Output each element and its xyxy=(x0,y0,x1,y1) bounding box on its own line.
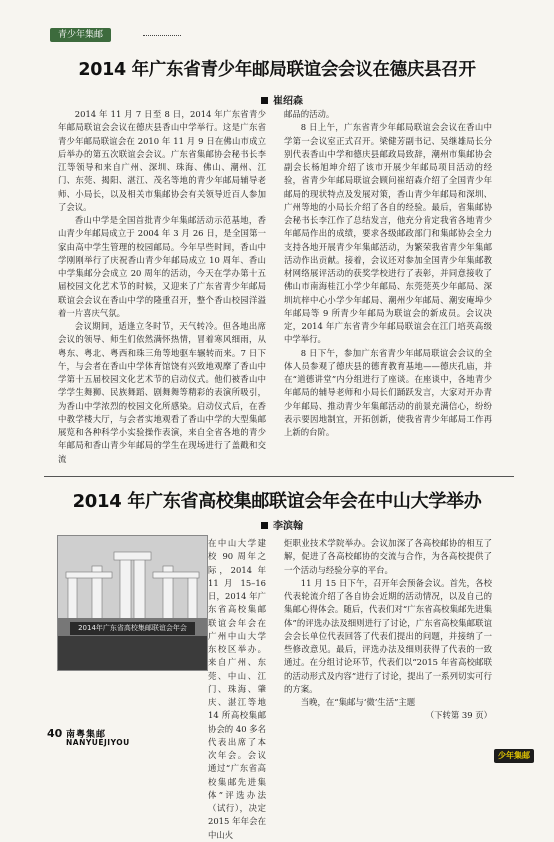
article-divider xyxy=(44,476,514,477)
magazine-name-en: NANYUEJIYOU xyxy=(66,738,130,747)
paragraph xyxy=(284,696,492,721)
page-number: 40 xyxy=(47,727,63,740)
article1-author xyxy=(261,92,303,107)
article1-title: 2014 年广东省青少年邮局联谊会会议在德庆县召开 xyxy=(78,60,476,80)
article1-column-left xyxy=(58,108,266,464)
section-tag: 青少年集邮 xyxy=(50,28,111,42)
article2-author-name: 李滨翰 xyxy=(273,521,303,532)
article1-author-name: 崔绍森 xyxy=(273,96,303,107)
corner-tag: 少年集邮 xyxy=(494,749,534,763)
paragraph: 2014 年 11 月 7 日至 8 日，2014 年广东省青少年邮局联谊会会议在德庆县香山中学举行。这是广东省青少年邮局联谊会在 2010 年 11 月 9 日在佛山市成立后举办的第五次联谊会会议。广东省集邮协会秘书长李江等领导和来自广州、深圳、珠海、佛山、潮州、江门、东莞、揭阳、湛江、茂名等地的青少年邮局辅导老师、小局长，以及相关市集邮协会有关领导近百人参加了会议。 xyxy=(58,109,266,212)
paragraph: 香山中学是全国首批青少年集邮活动示范基地，香山青少年邮局成立于 2004 年 3 月 26 日，是全国第一家由高中学生管理的校园邮局。今年早些时间，香山中学刚刚举行了庆祝香山青少年邮局成立 10 周年、香山中学集邮分会成立 20 周年的活动，今天在学办第十五届校园文化艺术节的时候，又迎来了广东省青少年邮局联谊会会议在香山中学的隆重召开，整个香山校园洋溢着一片喜庆气氛。 xyxy=(58,215,266,318)
author-square-icon xyxy=(261,522,268,529)
paragraph: 11 月 15 日下午，召开年会预备会议。首先，各校代表轮流介绍了各自协会近期的活动情况，以及自己的集邮心得体会。随后，代表们对“广东省高校集邮先进集体”的评选办法及细则进行了讨论，广东省高校集邮联谊会会长单位代表回答了代表们提出的问题，并接纳了一些修改意见。最后，评选办法及细则获得了代表的一致通过。在分组讨论环节，代表们以“2015 年省高校邮联的活动形式及内容”进行了讨论，提出了一系列切实可行的方案。 xyxy=(284,577,492,694)
paragraph: 在中山大学建校 90 周年之际，2014 年 11 月 15–16 日，2014 年广东省高校集邮联谊会年会在广州中山大学东校区举办。来自广州、东莞、中山、江门、珠海、肇庆、湛江等地 14 所高校集邮协会的 40 多名代表出席了本次年会。会议通过“广东省高校集邮先进集体”评选办法（试行），决定 2015 年年会在中山火 xyxy=(208,538,266,840)
paragraph: 邮品的活动。 xyxy=(284,109,335,119)
article1-column-right xyxy=(284,108,492,466)
article2-column-right xyxy=(284,537,492,727)
section-dots-divider xyxy=(143,35,181,36)
footer-logo xyxy=(47,727,167,749)
event-banner: 2014年广东省高校集邮联谊会年会 xyxy=(70,622,195,635)
paragraph: 炬职业技术学院举办。会议加深了各高校邮协的相互了解，促进了各高校邮协的交流与合作，为各高校提供了一个活动与经验分享的平台。 xyxy=(284,538,492,575)
paragraph: 8 日上午，广东省青少年邮局联谊会会议在香山中学第一会议室正式召开。梁健芳副书记、吴继雄局长分别代表香山中学和德庆县邮政局致辞，潮州市集邮协会副会长杨旭坤介绍了该市开展少年邮局项目活动的经验，省青少年邮局联谊会顾问崔绍森介绍了全国青少年邮局的现状特点及发展对策，香山青少年邮局和深圳、广州等地的小局长介绍了各自的经验。最后，省集邮协会秘书长李江作了总结发言，他充分肯定我省各地青少年邮局作出的成绩，要求各级邮政部门和集邮协会全力支持各地开展青少年集邮活动，为繁荣我省青少年集邮活动作出贡献。接着，会议还对参加全国青少年集邮教材网络展评活动的获奖学校进行了表彰，并同意接收了佛山市南海桂江小学少年邮局、东莞莞英少年邮局、深圳坑梓中心小学少年邮局、潮州少年邮局、潮安庵埠少年邮局等 9 所青少年邮局为联谊会的新成员。会议决定，2014 年广东省青少年邮局联谊会在江门培英高级中学举行。 xyxy=(284,122,492,345)
continued-note: （下转第 39 页） xyxy=(425,710,492,721)
paragraph-text: 当晚，在“集邮与‘微’生活”主题 xyxy=(300,697,416,707)
paragraph: 8 日下午，参加广东省青少年邮局联谊会会议的全体人员参观了德庆县的德育教育基地——德庆孔庙，并在“道德讲堂”内分组进行了座谈。在座谈中，各地青少年邮局的辅导老师和小局长们踊跃发言，大家对开办青少年邮局、推动青少年集邮活动的前景充满信心，纷纷表示要因地制宜，开拓创新，使我省青少年邮局工作再上新的台阶。 xyxy=(284,347,492,437)
article2-title: 2014 年广东省高校集邮联谊会年会在中山大学举办 xyxy=(72,491,482,512)
paragraph: 会议期间，适逢立冬时节，天气转冷。但各地出席会议的领导、师生们依然满怀热情，冒着寒风细雨，从粤东、粤北、粤西和珠三角等地驱车辗转而来。7 日下午，与会者在香山中学体育馆饶有兴致地观摩了香山中学第十五届校园文化艺术节的启动仪式。他们被香山中学学生舞狮、民族舞蹈、剧舞舞等精彩的表演所吸引，为香山中学浓烈的校园文化所感染。启动仪式后，在香中教学楼大厅，与会者实地观看了香山中学的大型集邮展览和各种科学小实验操作表演，来自全省各地的青少年邮局和香山青少年邮局的学生在现场进行了盖戳和交流 xyxy=(58,321,266,464)
magazine-name: 南粤集邮 xyxy=(66,730,107,740)
author-square-icon xyxy=(261,97,268,104)
article2-author xyxy=(261,517,303,532)
